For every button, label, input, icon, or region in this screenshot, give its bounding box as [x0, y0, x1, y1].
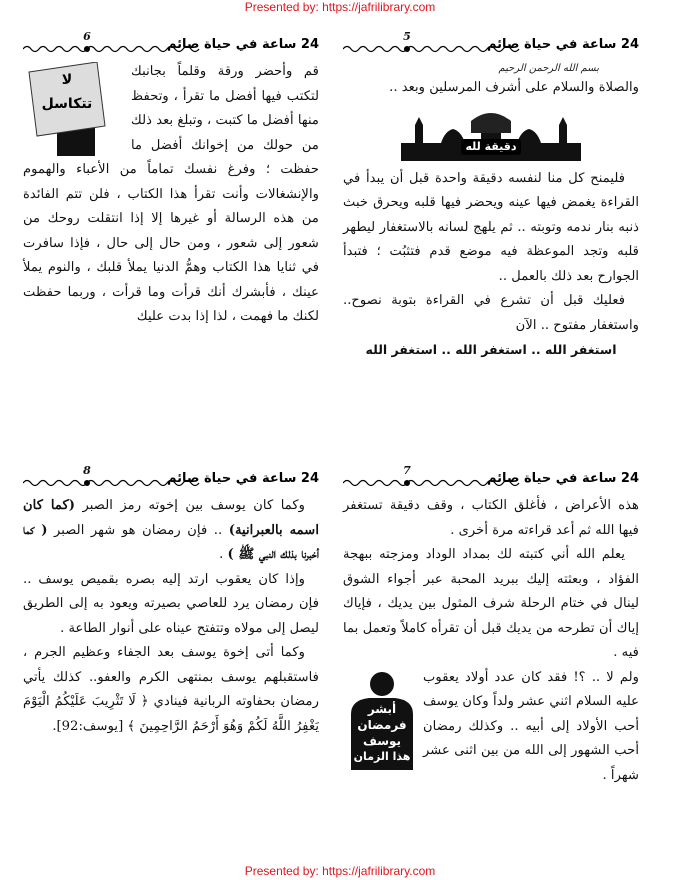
basmala: بسم الله الرحمن الرحيم — [498, 63, 599, 74]
bold-run: (كما كان اسمه بالعبرانية) — [23, 498, 320, 538]
header-title: 24 ساعة في حياة صائم — [166, 471, 319, 486]
bold-run: ( كما أخبرنا بذلك النبي ﷺ ) — [23, 522, 319, 562]
header-title: 24 ساعة في حياة صائم — [486, 37, 639, 52]
header-ornament — [343, 477, 523, 489]
prayer-image-label: دقيقة لله — [465, 139, 517, 153]
man-sign-illustration — [27, 62, 125, 156]
prayer-illustration — [401, 103, 581, 161]
header-ornament — [23, 43, 203, 55]
page-number: 5 — [403, 30, 411, 43]
istighfar-line: استغفر الله .. استغفر الله .. استغفر الله — [365, 342, 617, 357]
banner-label-2: فرمضان — [357, 717, 407, 732]
paragraph: فعليك قبل أن تشرع في القراءة بتوبة نصوح.. واستغفار مفتوح .. الآن — [343, 293, 639, 333]
paragraph — [23, 641, 319, 739]
page-number: 7 — [403, 464, 411, 477]
sign-label-2: تتكاسل — [41, 96, 93, 112]
banner-label-1: أبشر — [367, 701, 397, 716]
paragraph: هذه الأعراض ، فأغلق الكتاب ، وقف دقيقة تستغفر فيها الله ثم أعد قراءته مرة أخرى . — [343, 498, 639, 538]
page-number: 8 — [83, 464, 91, 477]
text-run: وكما كان يوسف بين إخوته رمز الصبر — [82, 498, 305, 513]
page-number: 6 — [83, 30, 91, 43]
header-ornament — [23, 477, 203, 489]
paragraph — [23, 494, 319, 568]
paragraph: وإذا كان يعقوب ارتد إليه بصره بقميص يوسف .. فإن رمضان يرد للعاصي بصيرته ويعود به إلى الطريق ليصل إلى مولاه وتتفتح عيناه على أنوار الطاعة . — [23, 571, 319, 636]
page-header — [23, 464, 319, 494]
paragraph: قم وأحضر ورقة وقلماً بجانبك لتكتب فيها أفضل ما تقرأ ، وتحفظ منها أفضل ما كتبت ، وتبلغ بعد ذلك من حولك من إخوانك أفضل ما حفظت ؛ وفرغ نفسك تماماً من الأعباء والهموم والإنشغالات وأنت تقرأ هذا الكتاب ، فلن تتم الفائدة من هذه الرسالة أو غيرها إلا إذا انتقلت روحك من شعور إلى شعور ، ومن حال إلى حال ، فإذا سافرت في ثنايا هذا الكتاب وهمُّ الدنيا يملأ قلبك ، والنوم يملأ عينك ، فأبشرك أنك قرأت وما قرأت ، وربما حفظت لكنك ما فهمت ، لذا إذا بدت عليك — [23, 64, 319, 324]
quran-verse: ﴿ لَا تَثْرِيبَ عَلَيْكُمُ الْيَوْمَ يَغْفِرُ اللَّهُ لَكُمْ وَهُوَ أَرْحَمُ الرَّاحِمِينَ ﴾ — [23, 694, 319, 734]
text-run: . — [219, 547, 224, 562]
page-7 — [343, 464, 639, 788]
banner-label-3: يوسف — [362, 733, 402, 748]
verse-reference: [يوسف:92]. — [52, 718, 124, 734]
intro-line: والصلاة والسلام على أشرف المرسلين وبعد .. — [389, 80, 639, 95]
paragraph: فليمنح كل منا لنفسه دقيقة واحدة قبل أن يبدأ في القراءة يغمض فيها عينه ويحضر فيها قلبه ويحرق خبث ذنبه بنار ندمه وتوبته .. ثم يلهج لسانه بالاستغفار ليطهر قلبه وتجد الموعظة فيه موضع قدم فتثبُت ؛ فتبدأ الجوارح بعد ذلك بالعمل .. — [343, 170, 639, 284]
sign-label-1: لا — [61, 72, 73, 88]
text-run: وكما أتى إخوة يوسف بعد الجفاء وعظيم الجرم ، فاستقبلهم يوسف بمنتهى الكرم والعفو.. كذلك يأتي رمضان بحفاوته الربانية فينادي — [23, 645, 319, 709]
header-title: 24 ساعة في حياة صائم — [166, 37, 319, 52]
paragraph: يعلم الله أني كتبته لك بمداد الوداد ومزجته ببهجة الفؤاد ، وبعثته إليك ببريد المحبة عبر أجواء الشوق لينال في ختام الرحلة شرف المثول بين يديك ، فإياك إياك أن تطرحه من يديك قبل أن تقرأه كاملاً وتعمل بما فيه . — [343, 547, 639, 660]
text-run: .. فإن رمضان هو شهر الصبر — [53, 522, 223, 538]
page-6 — [23, 30, 319, 330]
watermark-top: Presented by: https://jafrilibrary.com — [244, 0, 436, 14]
page-header — [343, 30, 639, 60]
page-8 — [23, 464, 320, 739]
page-5 — [343, 30, 639, 357]
header-ornament — [343, 43, 523, 55]
page-header — [23, 30, 319, 60]
header-title: 24 ساعة في حياة صائم — [486, 471, 639, 486]
paragraph: ولم لا .. ؟! فقد كان عدد أولاد يعقوب عليه السلام اثني عشر ولداً وكان يوسف أحب الأولاد إلى أبيه .. وكذلك رمضان أحب الشهور إلى الله من بين اثنى عشر شهراً . — [423, 669, 639, 783]
page-header — [343, 464, 639, 494]
banner-label-4: هذا الزمان — [353, 749, 411, 763]
ramadan-banner-illustration — [345, 670, 419, 770]
watermark-bottom: Presented by: https://jafrilibrary.com — [244, 864, 436, 878]
